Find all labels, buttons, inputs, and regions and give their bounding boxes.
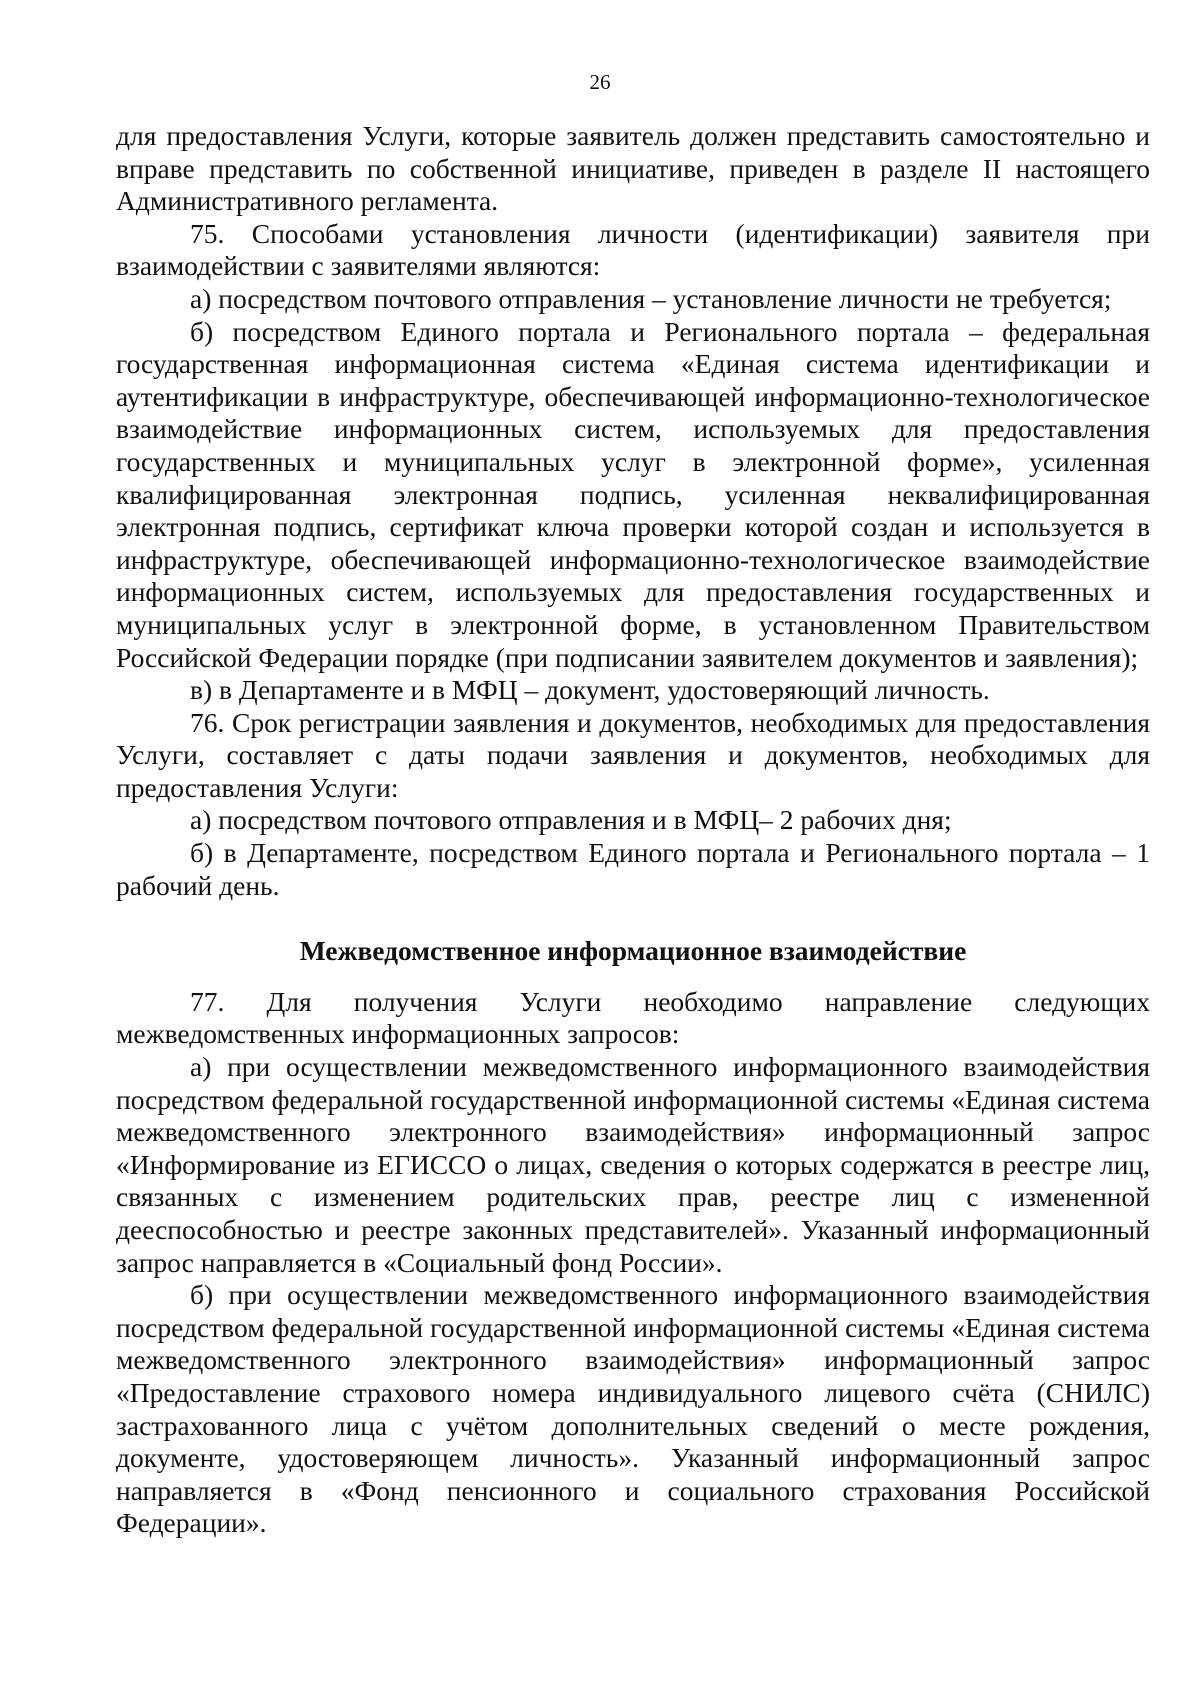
paragraph-76-a: а) посредством почтового отправления и в МФЦ– 2 рабочих дня; [190, 804, 952, 836]
paragraph-75-a: а) посредством почтового отправления – установление личности не требуется; [190, 282, 1112, 314]
paragraph-continuation: для предоставления Услуги, которые заявитель должен представить самостоятельно и вправе представить по собственной инициативе, приведен в разделе II настоящего Административного регламента. [116, 120, 1150, 217]
paragraph-76-b: б) в Департаменте, посредством Единого портала и Регионального портала – 1 рабочий день. [116, 837, 1150, 901]
page-number: 26 [589, 70, 611, 94]
paragraph-77-a: а) при осуществлении межведомственного информационного взаимодействия посредством федеральной государственной информационной системы «Единая система межведомственного электронного взаимодействия» информационный запрос «Информирование из ЕГИССО о лицах, сведения о которых содержатся в реестре лиц, связанных с изменением родительских прав, реестре лиц с измененной дееспособностью и реестре законных представителей». Указанный информационный запрос направляется в «Социальный фонд России». [116, 1051, 1150, 1278]
section-heading: Межведомственное информационное взаимодействие [299, 935, 967, 967]
paragraph-75: 75. Способами установления личности (идентификации) заявителя при взаимодействии с заявителями являются: [116, 217, 1150, 282]
paragraph-77-b: б) при осуществлении межведомственного информационного взаимодействия посредством федеральной государственной информационной системы «Единая система межведомственного электронного взаимодействия» информационный запрос «Предоставление страхового номера индивидуального лицевого счёта (СНИЛС) застрахованного лица с учётом дополнительных сведений о месте рождения, документе, удостоверяющем личность». Указанный информационный запрос направляется в «Фонд пенсионного и социального страхования Российской Федерации». [116, 1279, 1150, 1539]
spacer [116, 902, 1150, 935]
spacer [116, 968, 1150, 986]
document-body [116, 120, 1150, 1540]
paragraph-75-v: в) в Департаменте и в МФЦ – документ, удостоверяющий личность. [190, 674, 990, 706]
paragraph-77: 77. Для получения Услуги необходимо направление следующих межведомственных информационных запросов: [116, 985, 1150, 1050]
paragraph-76: 76. Срок регистрации заявления и документов, необходимых для предоставления Услуги, составляет с даты подачи заявления и документов, необходимых для предоставления Услуги: [116, 706, 1150, 803]
paragraph-75-b: б) посредством Единого портала и Регионального портала – федеральная государственная информационная система «Единая система идентификации и аутентификации в инфраструктуре, обеспечивающей информационно-технологическое взаимодействие информационных систем, используемых для предоставления государственных и муниципальных услуг в электронной форме», усиленная квалифицированная электронная подпись, усиленная неквалифицированная электронная подпись, сертификат ключа проверки которой создан и используется в инфраструктуре, обеспечивающей информационно-технологическое взаимодействие информационных систем, используемых для предоставления государственных и муниципальных услуг в электронной форме, в установленном Правительством Российской Федерации порядке (при подписании заявителем документов и заявления); [116, 315, 1150, 673]
